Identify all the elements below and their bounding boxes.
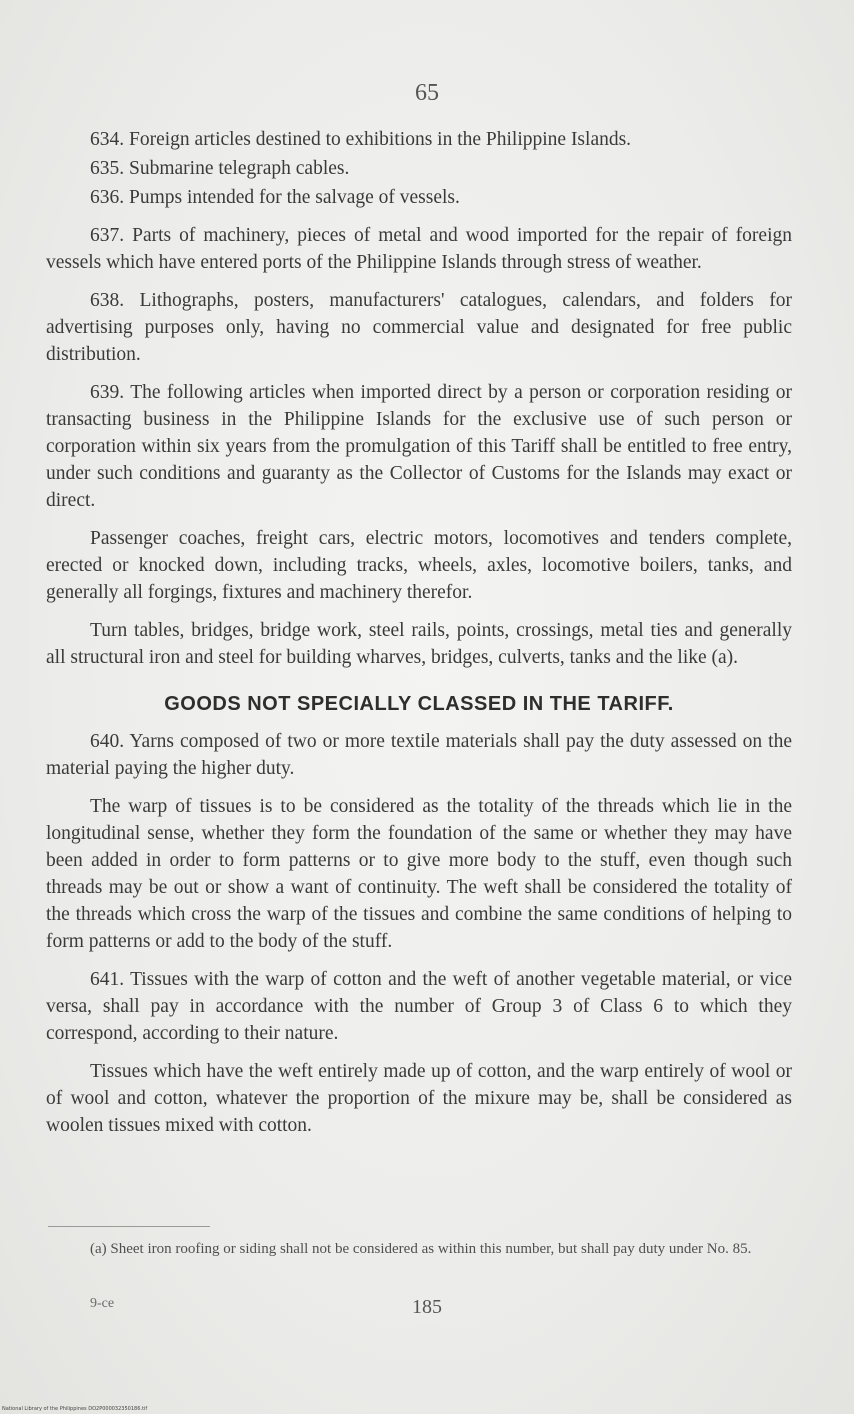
scan-credit: National Library of the Philippines DO2P000032350186.tif xyxy=(2,1406,148,1412)
bottom-page-number: 185 xyxy=(412,1296,442,1318)
paragraph-634: 634. Foreign articles destined to exhibitions in the Philippine Islands. xyxy=(90,129,632,150)
page-number: 65 xyxy=(415,80,439,106)
paragraph-639: 639. The following articles when imported direct by a person or corporation residing or transacting business in the Philippine Islands for the exclusive use of such person or corporation within six years from the promulgation of this Tariff shall be entitled to free entry, under such conditions and guaranty as the Collector of Customs for the Islands may exact or direct. xyxy=(46,382,792,511)
section-heading: GOODS NOT SPECIALLY CLASSED IN THE TARIFF. xyxy=(164,693,674,715)
paragraph-warp-definition: The warp of tissues is to be considered as the totality of the threads which lie in the longitudinal sense, whether they form the foundation of the same or whether they may have been added in order to form patterns or to give more body to the stuff, even though such threads may be out or show a want of continuity. The weft shall be considered the totality of the threads which cross the warp of the tissues and combine the same conditions of helping to form patterns or add to the body of the stuff. xyxy=(46,796,792,952)
paragraph-636: 636. Pumps intended for the salvage of vessels. xyxy=(90,187,460,208)
body-text xyxy=(46,126,792,1150)
signature-mark: 9-ce xyxy=(90,1296,115,1311)
paragraph-637: 637. Parts of machinery, pieces of metal and wood imported for the repair of foreign vessels which have entered ports of the Philippine Islands through stress of weather. xyxy=(46,225,792,273)
paragraph-passenger-coaches: Passenger coaches, freight cars, electric motors, locomotives and tenders complete, erected or knocked down, including tracks, wheels, axles, locomotive boilers, tanks, and generally all forgings, fixtures and machinery therefor. xyxy=(46,528,792,603)
paragraph-641: 641. Tissues with the warp of cotton and the weft of another vegetable material, or vice versa, shall pay in accordance with the number of Group 3 of Class 6 to which they correspond, according to their nature. xyxy=(46,969,792,1044)
footnote: (a) Sheet iron roofing or siding shall not be considered as within this number, but shall pay duty under No. 85. xyxy=(90,1241,752,1257)
paragraph-turn-tables: Turn tables, bridges, bridge work, steel rails, points, crossings, metal ties and generally all structural iron and steel for building wharves, bridges, culverts, tanks and the like (a). xyxy=(46,620,792,668)
paragraph-635: 635. Submarine telegraph cables. xyxy=(90,158,350,179)
footnote-divider xyxy=(48,1226,210,1227)
paragraph-woolen-tissues: Tissues which have the weft entirely made up of cotton, and the warp entirely of wool or of wool and cotton, whatever the proportion of the mixure may be, shall be considered as woolen tissues mixed with cotton. xyxy=(46,1061,792,1136)
paragraph-638: 638. Lithographs, posters, manufacturers' catalogues, calendars, and folders for advertising purposes only, having no commercial value and designated for free public distribution. xyxy=(46,290,792,365)
paragraph-640: 640. Yarns composed of two or more textile materials shall pay the duty assessed on the material paying the higher duty. xyxy=(46,731,792,779)
